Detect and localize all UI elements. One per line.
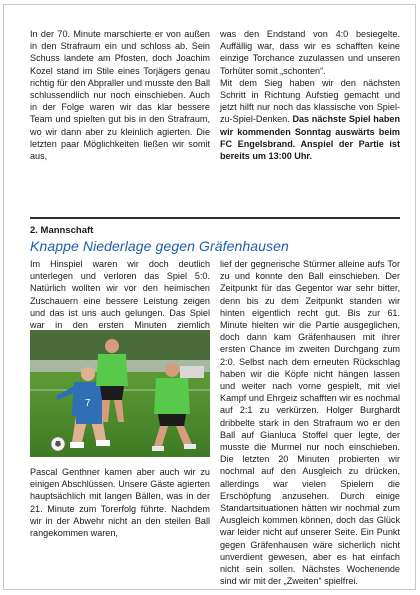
match-photo <box>30 330 210 457</box>
section-label: 2. Mannschaft <box>30 225 94 236</box>
article-column-bottom-left-continued <box>30 466 210 539</box>
next-match-note: Das nächste Spiel haben wir kommenden Sonntag auswärts beim FC Engelsbrand. Anspiel der Partie ist bereits um 13:00 Uhr. <box>220 114 401 162</box>
section-divider <box>30 217 400 219</box>
article-column-top-right <box>220 28 400 162</box>
paragraph: lief der gegnerische Stürmer alleine aufs Tor zu und konnte den Ball einschieben. Der Zeitpunkt für das Gegentor war sehr bitter, denn bis zu dem Zeitpunkt standen wir hinten eigentlich recht gut. Bis zur 61. Minute hielten wir die Partie ausgeglichen, doch dann kam Gräfenhausen mit ihrer ersten Chance im zweiten Durchgang zum 2:0. Selbst nach dem erneuten Rückschlag haben wir die Köpfe nicht hängen lassen und weiter nach vorne gespielt, mit viel Kampf und Ehrgeiz schafften wir es nochmal auf 2:1 zu verkürzen. Holger Burghardt dribbelte stark in den Strafraum wo er den Ball auf Gianluca Stoffel quer legte, der musste die Murmel nur noch einschieben. Die letzten 20 Minuten probierten wir nochmal auf den Ausgleich zu drücken, allerdings war vielen Spielern die Erschöpfung anzusehen. Durch einige Standartsituationen hätten wir nochmal zum Ausgleich kommen können, doch das Glück war leider nicht auf unserer Seite. Ein Punkt gegen Gräfenhausen wäre sicherlich nicht unverdient gewesen, aber es hat einfach nicht sein sollen. Nächstes Wochenende sind wir mit der „Zweiten“ spielfrei. <box>220 259 400 587</box>
football-players-photo <box>30 330 210 457</box>
jersey-number: 7 <box>85 398 91 409</box>
article-column-bottom-right <box>220 258 400 587</box>
paragraph: Im Hinspiel waren wir doch deutlich unterlegen und verloren das Spiel 5:0. Natürlich wollten wir vor den heimischen Zuschauern eine bessere Leistung zeigen und das ist uns auch gelungen. Das Spiel war in den ersten Minuten ziemlich <box>30 259 210 331</box>
paragraph: In der 70. Minute marschierte er von außen in den Strafraum ein und schloss ab. Sein Schuss landete am Pfosten, doch Joachim Kozel stand im Stile eines Torjägers genau richtig für den Abpraller und musste den Ball schlussendlich nur noch einschieben. Auch in der Folge waren wir das klar bessere Team und spielten gut bis in den Strafraum, wo wir dann aber zu kleinlich agierten. Die letzten paar Möglichkeiten ließen wir somit aus, <box>30 29 210 162</box>
paragraph <box>220 77 400 162</box>
article-headline: Knappe Niederlage gegen Gräfenhausen <box>30 238 289 254</box>
paragraph: was den Endstand von 4:0 besiegelte. Auffällig war, dass wir es schafften keine einzige Torchance zuzulassen und unseren Torhüter somit „schonten“. <box>220 29 400 76</box>
article-column-top-left <box>30 28 210 162</box>
paragraph-text: Mit dem Sieg haben wir den nächsten Schritt in Richtung Aufstieg gemacht und jetzt hilft nur noch das klassische von Spiel-zu-Spiel-Denken. <box>220 77 400 125</box>
paragraph: Pascal Genthner kamen aber auch wir zu einigen Abschlüssen. Unsere Gäste agierten hauptsächlich mit langen Bällen, was in der 21. Minute zum Torerfolg führte. Nachdem wir in der Abwehr nicht an den steilen Ball rangekommen waren, <box>30 467 210 539</box>
football <box>51 437 65 451</box>
